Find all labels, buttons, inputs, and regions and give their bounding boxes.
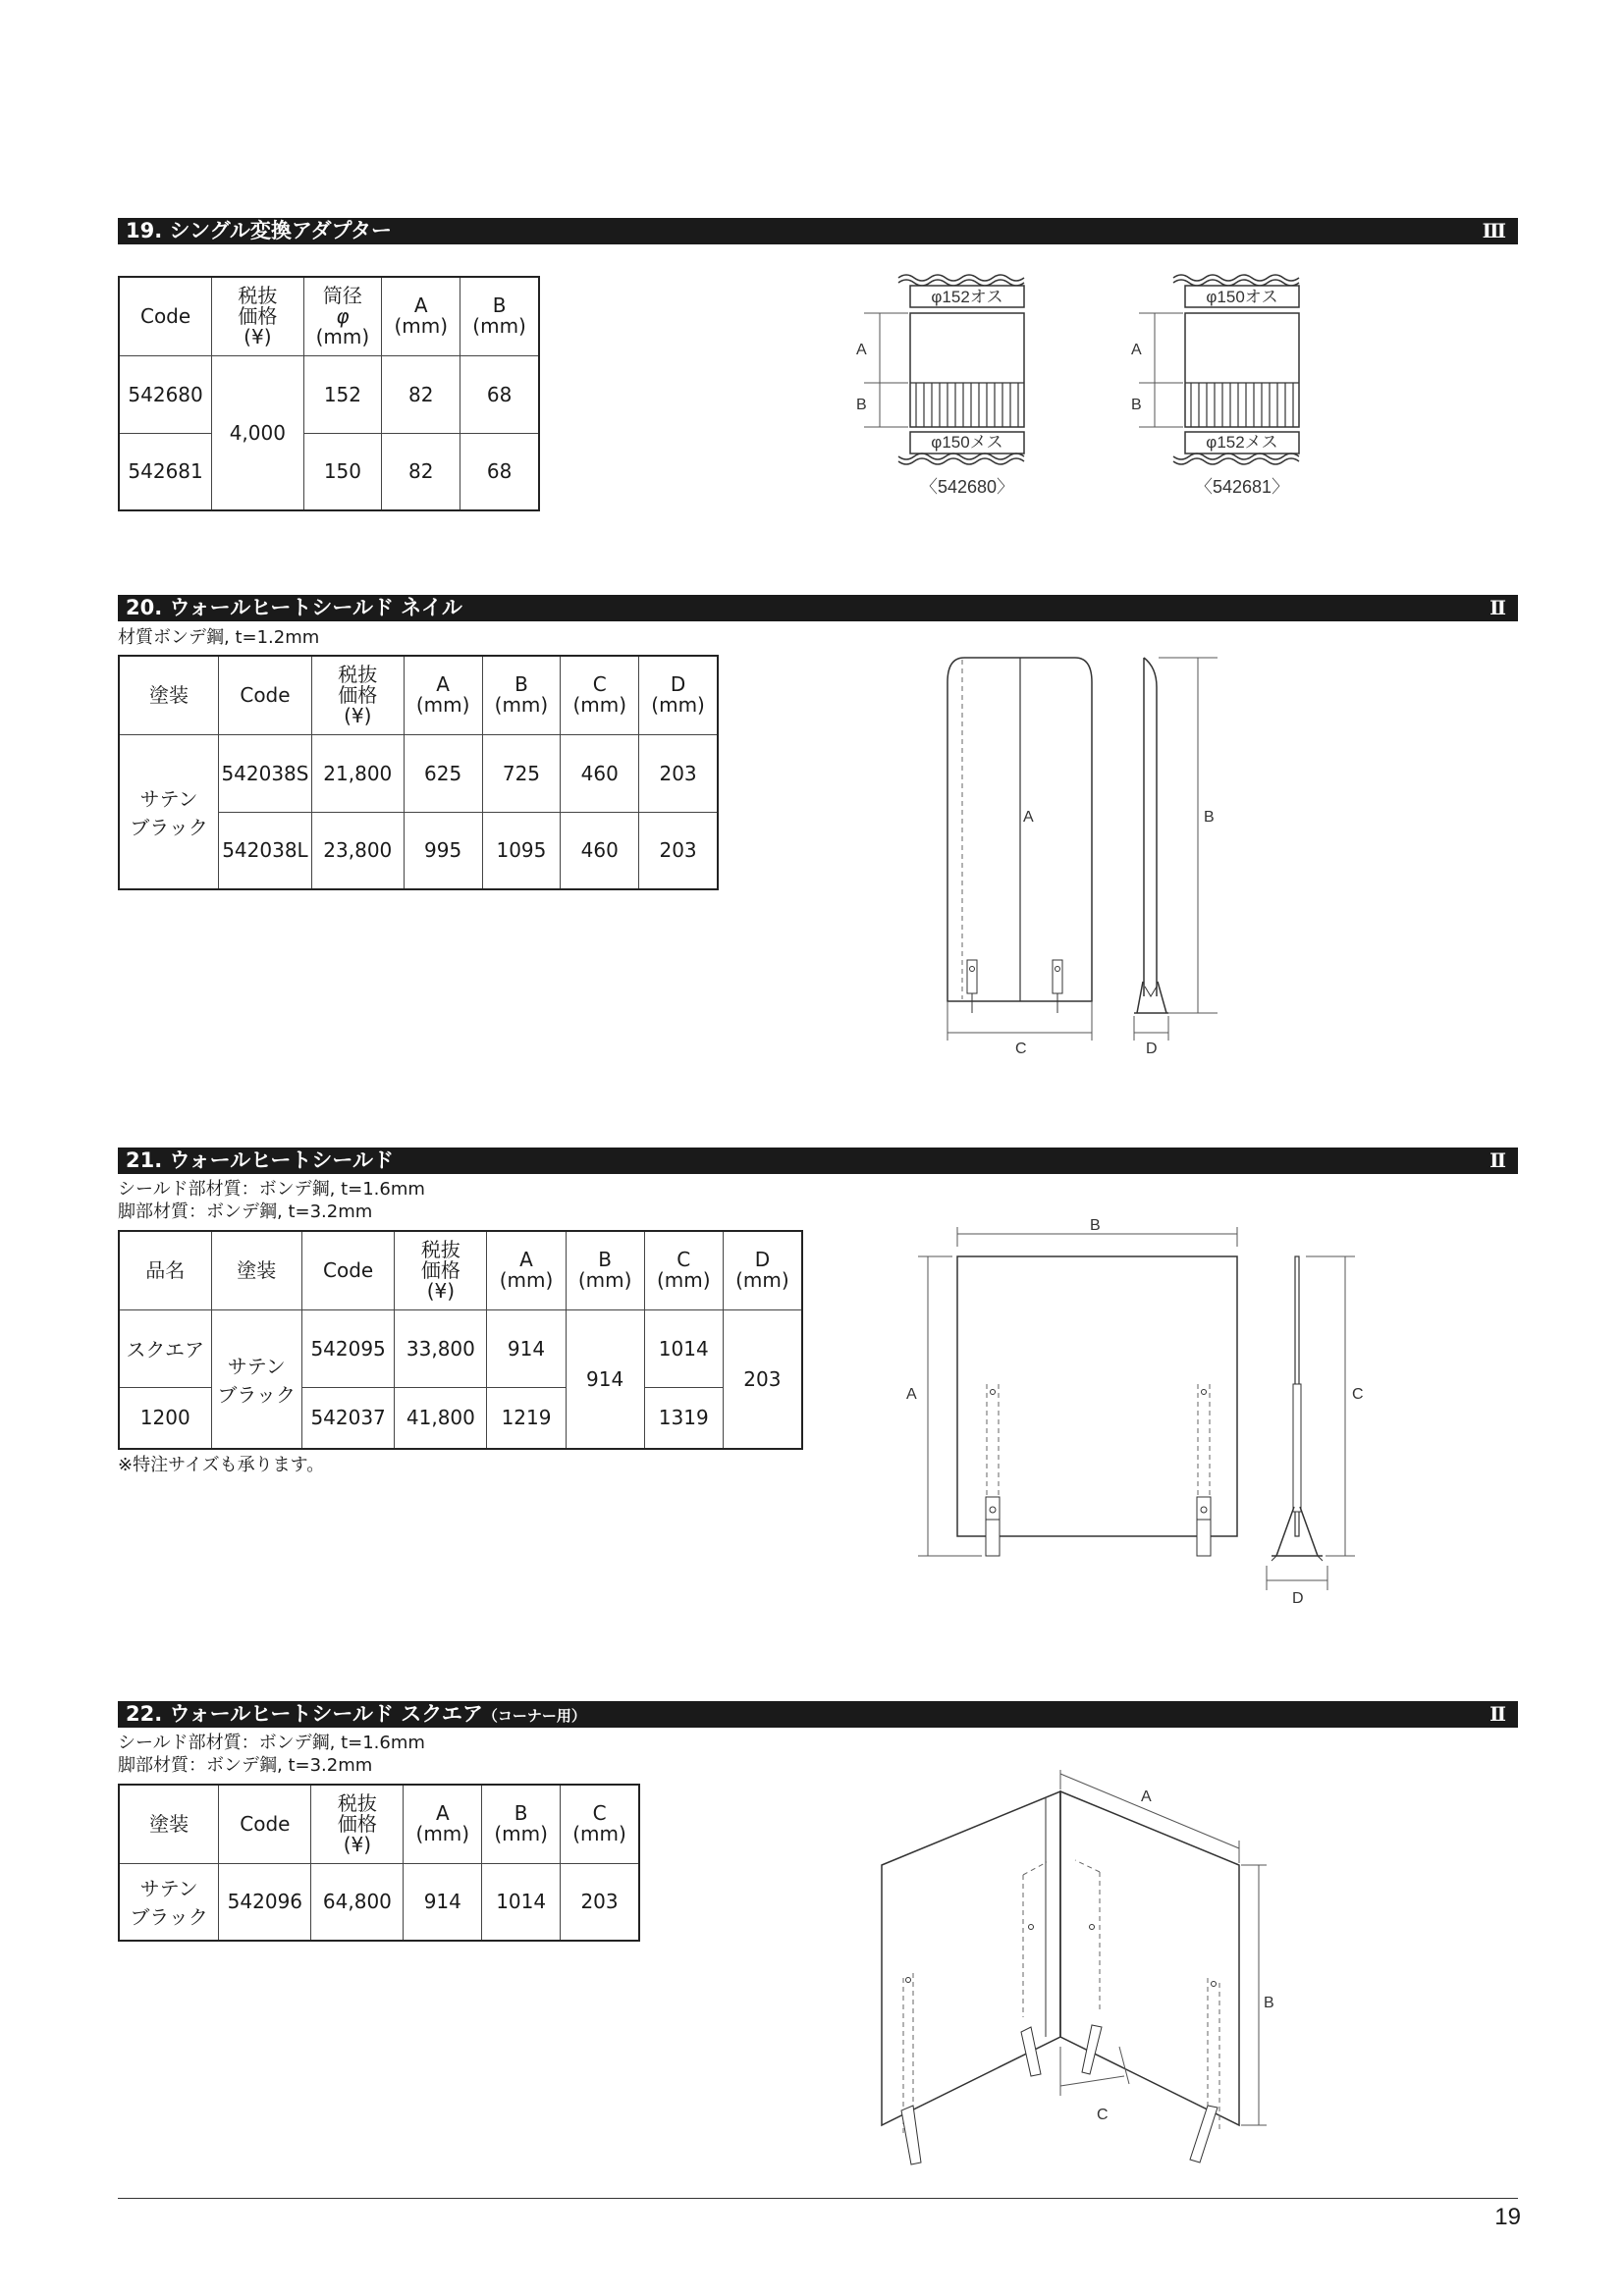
table-row	[119, 1863, 639, 1941]
cell-b: 914	[566, 1309, 644, 1449]
cell-d: 203	[723, 1309, 802, 1449]
cell-a: 914	[487, 1309, 566, 1387]
cell-price: 23,800	[311, 812, 404, 889]
cell-code: 542037	[301, 1387, 394, 1449]
cell-diameter: 152	[303, 355, 382, 433]
grade-badge: Ⅱ	[1489, 596, 1506, 619]
wall-shield-diagram	[903, 1212, 1375, 1605]
cell-name: スクエア	[119, 1309, 211, 1387]
section-title: 21. ウォールヒートシールド	[126, 1148, 394, 1172]
cell-a: 1219	[487, 1387, 566, 1449]
header-price: 税抜 価格 (¥)	[311, 656, 404, 734]
header-price: 税抜 価格 (¥)	[311, 1785, 404, 1863]
header-code: Code	[219, 1785, 311, 1863]
dim-d: D	[1146, 1041, 1158, 1057]
table-row	[119, 355, 539, 433]
header-b: B (mm)	[482, 656, 561, 734]
header-finish: 塗装	[119, 656, 219, 734]
cell-price: 33,800	[395, 1309, 487, 1387]
header-c: C (mm)	[561, 1785, 639, 1863]
grade-badge: Ⅲ	[1482, 219, 1506, 242]
footer-rule	[118, 2198, 1518, 2199]
cell-code: 542681	[119, 433, 212, 510]
section-title-suffix: （コーナー用）	[482, 1707, 586, 1725]
dim-a: A	[1141, 1789, 1152, 1805]
caption: 〈542680〉	[919, 477, 1015, 497]
cell-c: 1319	[644, 1387, 723, 1449]
cell-c: 460	[561, 812, 639, 889]
section-22-header	[118, 1701, 1518, 1728]
grade-badge: Ⅱ	[1489, 1702, 1506, 1726]
table-row	[119, 433, 539, 510]
cell-finish: サテン ブラック	[211, 1309, 301, 1449]
caption: 〈542681〉	[1194, 477, 1290, 497]
nail-shield-diagram	[933, 648, 1227, 1057]
section-title: 20. ウォールヒートシールド ネイル	[126, 596, 462, 619]
header-price: 税抜 価格 (¥)	[212, 277, 303, 355]
cell-b: 68	[460, 355, 539, 433]
header-d: D (mm)	[723, 1231, 802, 1309]
bottom-label: φ150メス	[931, 433, 1003, 452]
dim-a: A	[1023, 809, 1034, 826]
material-note: 脚部材質：ボンデ鋼, t=3.2mm	[118, 1201, 373, 1222]
dim-b: B	[1264, 1995, 1274, 2011]
cell-a: 914	[404, 1863, 482, 1941]
cell-code: 542095	[301, 1309, 394, 1387]
cell-code: 542680	[119, 355, 212, 433]
spec-table-19	[118, 276, 540, 511]
cell-a: 82	[382, 433, 460, 510]
dim-c: C	[1015, 1041, 1027, 1057]
dim-c: C	[1097, 2107, 1109, 2123]
spec-table-22	[118, 1784, 640, 1942]
table-row	[119, 1309, 802, 1387]
grade-badge: Ⅱ	[1489, 1148, 1506, 1172]
cell-code: 542038S	[219, 734, 312, 812]
cell-price: 64,800	[311, 1863, 404, 1941]
cell-c: 203	[561, 1863, 639, 1941]
dim-d: D	[1292, 1590, 1304, 1607]
cell-c: 1014	[644, 1309, 723, 1387]
dim-a: A	[856, 342, 867, 358]
section-21-header	[118, 1148, 1518, 1174]
cell-a: 82	[382, 355, 460, 433]
section-19-header	[118, 218, 1518, 244]
header-c: C (mm)	[644, 1231, 723, 1309]
cell-b: 68	[460, 433, 539, 510]
cell-a: 995	[404, 812, 482, 889]
cell-b: 1095	[482, 812, 561, 889]
header-b: B (mm)	[566, 1231, 644, 1309]
bottom-label: φ152メス	[1206, 433, 1278, 452]
cell-finish: サテン ブラック	[119, 734, 219, 889]
material-note: シールド部材質：ボンデ鋼, t=1.6mm	[118, 1733, 425, 1753]
top-label: φ150オス	[1206, 288, 1278, 306]
cell-a: 625	[404, 734, 482, 812]
cell-code: 542096	[219, 1863, 311, 1941]
header-c: C (mm)	[561, 656, 639, 734]
cell-price: 41,800	[395, 1387, 487, 1449]
spec-table-20	[118, 655, 719, 890]
cell-price: 4,000	[212, 355, 303, 510]
material-note: 脚部材質：ボンデ鋼, t=3.2mm	[118, 1755, 373, 1776]
footnote: ※特注サイズも承ります。	[118, 1455, 325, 1475]
section-20-header	[118, 595, 1518, 621]
dim-b: B	[1131, 397, 1142, 413]
spec-table-21	[118, 1230, 803, 1450]
header-a: A (mm)	[487, 1231, 566, 1309]
header-diameter: 筒径 φ (mm)	[303, 277, 382, 355]
cell-d: 203	[639, 812, 718, 889]
header-b: B (mm)	[460, 277, 539, 355]
cell-b: 1014	[482, 1863, 561, 1941]
adapter-diagram-542681	[1119, 270, 1335, 506]
table-row	[119, 734, 718, 812]
cell-code: 542038L	[219, 812, 312, 889]
corner-shield-diagram	[874, 1762, 1286, 2174]
dim-c: C	[1352, 1386, 1364, 1403]
cell-d: 203	[639, 734, 718, 812]
header-code: Code	[219, 656, 312, 734]
cell-diameter: 150	[303, 433, 382, 510]
cell-price: 21,800	[311, 734, 404, 812]
section-title: 22. ウォールヒートシールド スクエア	[126, 1702, 483, 1726]
header-code: Code	[301, 1231, 394, 1309]
material-note: シールド部材質：ボンデ鋼, t=1.6mm	[118, 1179, 425, 1200]
header-price: 税抜 価格 (¥)	[395, 1231, 487, 1309]
dim-a: A	[1131, 342, 1142, 358]
header-a: A (mm)	[382, 277, 460, 355]
top-label: φ152オス	[931, 288, 1003, 306]
dim-a: A	[906, 1386, 917, 1403]
header-a: A (mm)	[404, 656, 482, 734]
page-number: 19	[1494, 2204, 1521, 2230]
header-code: Code	[119, 277, 212, 355]
material-note: 材質ボンデ鋼, t=1.2mm	[118, 627, 320, 648]
section-title: 19. シングル変換アダプター	[126, 219, 392, 242]
header-finish: 塗装	[119, 1785, 219, 1863]
dim-b: B	[1090, 1217, 1101, 1234]
cell-b: 725	[482, 734, 561, 812]
header-name: 品名	[119, 1231, 211, 1309]
dim-b: B	[1204, 809, 1215, 826]
cell-name: 1200	[119, 1387, 211, 1449]
dim-b: B	[856, 397, 867, 413]
header-d: D (mm)	[639, 656, 718, 734]
header-b: B (mm)	[482, 1785, 561, 1863]
cell-finish: サテン ブラック	[119, 1863, 219, 1941]
cell-c: 460	[561, 734, 639, 812]
header-a: A (mm)	[404, 1785, 482, 1863]
header-finish: 塗装	[211, 1231, 301, 1309]
adapter-diagram-542680	[844, 270, 1060, 506]
